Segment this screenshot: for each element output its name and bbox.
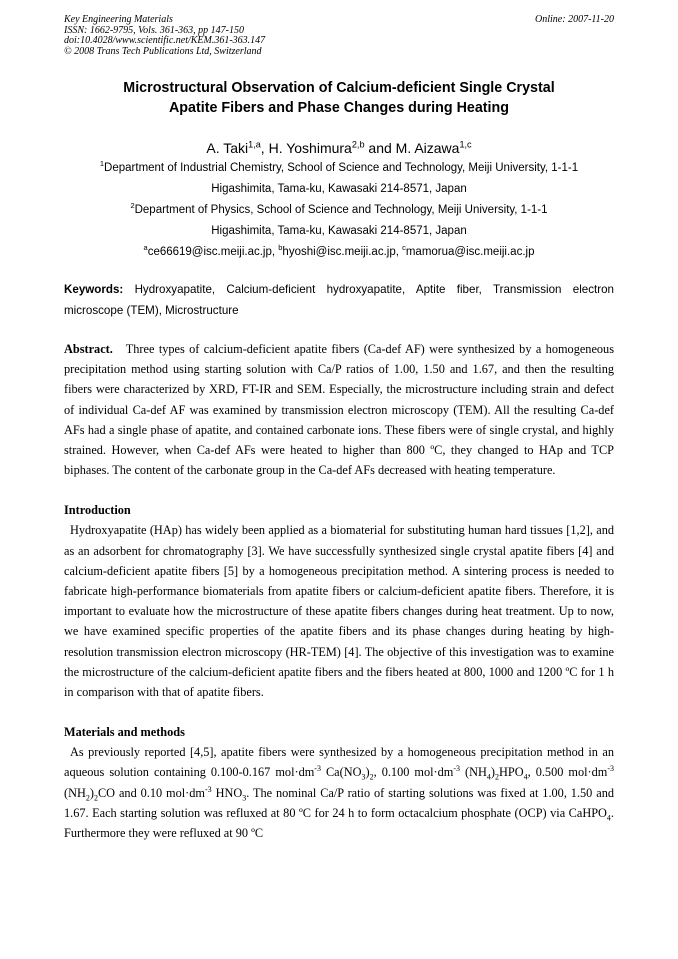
methods-text-run: -3 [607,764,614,774]
email-sep: , [271,246,279,258]
keywords-label: Keywords: [64,283,124,296]
author-1: A. Taki [206,140,249,156]
author-1-sup: 1,a [248,139,261,150]
journal-header [64,15,614,57]
email-1-sup: a [143,243,148,253]
abstract [64,339,614,480]
methods-text-run: 2 [369,772,374,782]
methods-text-run: CO and 0.10 mol·dm [97,785,205,800]
author-sep-2: and [364,140,396,156]
paper-title [64,78,614,118]
methods-text-run: -3 [314,764,321,774]
keywords-text: Hydroxyapatite, Calcium-deficient hydroxyapatite, Aptite fiber, Transmission electron microscope (TEM), Microstructure [64,283,614,317]
methods-text-run: HNO [211,785,243,800]
author-3-sup: 1,c [459,139,472,150]
affiliation-2-sup: 2 [130,201,135,211]
methods-text-run: (NH [460,765,487,780]
paper-page [64,15,614,843]
email-2[interactable]: hyoshi@isc.meiji.ac.jp [282,246,396,258]
methods-text-run: . Furthermore they were refluxed at 90 ºC [64,805,614,841]
methods-text-run: 4 [523,772,528,782]
email-2-sup: b [278,243,283,253]
affiliation-1 [64,158,614,200]
online-date: Online: 2007-11-20 [535,14,614,25]
methods-text-run: ) [365,765,370,780]
affiliation-2-line-1: Department of Physics, School of Science and Technology, Meiji University, 1-1-1 [134,204,548,216]
methods-text-run: 2 [93,793,98,803]
methods-text-run: 2 [85,793,90,803]
introduction-heading: Introduction [64,503,131,518]
doi-line: doi:10.4028/www.scientific.net/KEM.361-363.147 [64,35,266,46]
author-emails [64,242,614,262]
author-2: H. Yoshimura [268,140,352,156]
methods-text-run: 4 [486,772,491,782]
methods-text-run: 4 [606,813,611,823]
keywords [64,280,614,321]
methods-text-run: As previously reported [4,5], apatite fibers were synthesized by a homogeneous precipitation method in an aqueous solution containing 0.100-0.167 mol·dm [64,745,614,780]
email-1[interactable]: ce66619@isc.meiji.ac.jp [147,246,272,258]
author-sep-1: , [260,140,269,156]
methods-text-run: (NH [64,785,86,800]
abstract-text: Three types of calcium-deficient apatite fibers (Ca-def AF) were synthesized by a homogeneous precipitation method using starting solution with Ca/P ratios of 1.00, 1.50 and 1.67, and then the resulting fibers were characterized by XRD, FT-IR and SEM. Especially, the microstructure including strain and defect of individual Ca-def AF was examined by transmission electron microscopy (TEM). All the resulting Ca-def AFs had a single phase of apatite, and contained carbonate ions. These fibers were of single crystal, and highly strained. However, when Ca-def AFs were heated to higher than 800 ºC, they changed to HAp and TCP biphases. The content of the carbonate group in the Ca-def AFs decreased with heating temperature. [64,342,614,478]
email-3[interactable]: mamorua@isc.meiji.ac.jp [405,246,535,258]
methods-text-run: ) [490,765,495,780]
email-sep: , [395,246,403,258]
methods-text-run: , 0.100 mol·dm [373,765,454,780]
journal-name: Key Engineering Materials [64,14,173,25]
methods-text-run: 3 [361,772,366,782]
affiliation-2-line-2: Higashimita, Tama-ku, Kawasaki 214-8571, Japan [211,225,467,237]
affiliation-1-line-1: Department of Industrial Chemistry, School of Science and Technology, Meiji University, 1-1-1 [104,162,579,174]
methods-heading: Materials and methods [64,725,185,740]
issn-line: ISSN: 1662-9795, Vols. 361-363, pp 147-150 [64,24,244,36]
email-3-sup: c [402,243,406,253]
affiliation-2 [64,200,614,242]
author-list [64,139,614,157]
title-line-2: Apatite Fibers and Phase Changes during Heating [168,100,509,116]
affiliation-1-line-2: Higashimita, Tama-ku, Kawasaki 214-8571, Japan [211,183,467,195]
methods-text-run: HPO [499,765,524,780]
author-2-sup: 2,b [351,139,365,150]
methods-text-run: 2 [495,772,499,782]
copyright-line: © 2008 Trans Tech Publications Ltd, Switzerland [64,45,262,57]
methods-text-run: Ca(NO [320,765,362,780]
methods-text-run: 3 [242,793,247,803]
author-3: M. Aizawa [395,140,460,156]
methods-text [64,742,614,843]
methods-text-run: , 0.500 mol·dm [527,765,608,780]
affiliation-1-sup: 1 [99,159,105,169]
introduction-text: Hydroxyapatite (HAp) has widely been applied as a biomaterial for substituting human hard tissues [1,2], and as an adsorbent for chromatography [3]. We have successfully synthesized single crystal apatite fibers [4] and calcium-deficient apatite fibers [5] by a homogeneous precipitation method. A sintering process is needed to fabricate high-performance biomaterials from apatite fibers or calcium-deficient apatite fibers. Therefore, it is important to evaluate how the microstructure of these apatite fibers changes during heat treatment. Up to now, we have examined specific properties of the apatite fibers and its phase changes during heating by high-resolution transmission electron microscopy (HR-TEM) [4]. The objective of this investigation was to examine the microstructure of the calcium-deficient apatite fibers and the fibers heated at 800, 1000 and 1200 ºC for 1 h in comparison with that of apatite fibers. [64,523,614,700]
methods-text-run: . The nominal Ca/P ratio of starting solutions was fixed at 1.00, 1.50 and 1.67. Each starting solution was refluxed at 80 ºC for 24 h to form octacalcium phosphate (OCP) via CaHPO [64,785,614,820]
methods-text-run: -3 [205,784,212,794]
abstract-label: Abstract. [64,342,113,356]
methods-text-run: ) [89,785,94,800]
title-line-1: Microstructural Observation of Calcium-deficient Single Crystal [123,80,555,96]
methods-text-run: -3 [453,764,460,774]
